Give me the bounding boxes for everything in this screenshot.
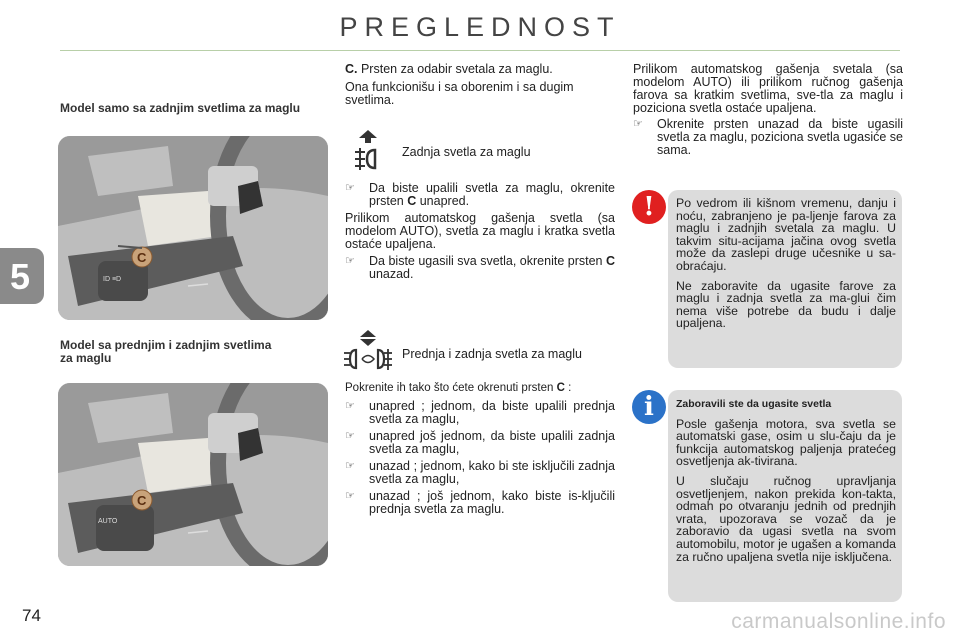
rear-fog-label: Zadnja svetla za maglu — [402, 145, 531, 159]
chapter-number: 5 — [10, 256, 31, 297]
auto-off-section — [633, 63, 903, 157]
list-item: ☞ unazad ; jednom, kako bi ste isključili zadnja svetla za maglu, — [345, 459, 615, 486]
list-item: ☞ unapred ; jednom, da biste upalili prednja svetla za maglu, — [345, 399, 615, 426]
page-title: PREGLEDNOST — [339, 12, 621, 42]
page-number: 74 — [22, 606, 41, 625]
rear-fog-instructions — [345, 182, 615, 281]
front-rear-fog-instructions — [345, 382, 615, 516]
intro-text: Ona funkcionišu i sa oborenim i sa dugim svetlima. — [345, 80, 574, 107]
model-front-rear-fog-title: Model sa prednjim i zadnjim svetlima za maglu — [60, 338, 272, 365]
hand-bullet-icon: ☞ — [345, 400, 355, 412]
stalk-photo-rear — [58, 136, 328, 320]
model-rear-fog-title: Model samo sa zadnjim svetlima za maglu — [60, 101, 301, 115]
warning-box — [668, 190, 902, 368]
header-divider — [60, 50, 900, 51]
ring-c-label-2: C — [137, 493, 147, 508]
turn-intro: Pokrenite ih tako što ćete okrenuti prsten C : — [345, 382, 572, 394]
list-item: ☞ Da biste ugasili sva svetla, okrenite prsten C unazad. — [345, 254, 615, 281]
hand-bullet-icon: ☞ — [345, 255, 355, 267]
info-text-1: Posle gašenja motora, sva svetla se automatski gase, osim u slu-čaju da je funkcija automatskog paljenja pratećeg osvetljenja ak-tivirana. — [676, 416, 896, 469]
rear-fog-light-icon — [349, 128, 387, 176]
svg-text:ID ≡D: ID ≡D — [103, 276, 122, 283]
front-rear-fog-light-icon — [342, 328, 394, 376]
warning-icon: ! — [632, 190, 666, 224]
info-text-2: U slučaju ručnog upravljanja osvetljenjem, nakon prekida kon-takta, odmah po otvaranju jednih od prednjih vrata, upozorava se vozač da je zaboravio da ugasi svetla na svom automobilu, motor je ugašen a komanda za ručno upaljena svetla nije isključena. — [676, 473, 896, 564]
auto-off-paragraph: Prilikom automatskog gašenja svetala (sa modelom AUTO) ili prilikom ručnog gašenja farova sa kratkim svetlima, sve-tla za maglu i poziciona svetla ostaće upaljena. — [633, 62, 903, 115]
stalk-illustration-auto — [58, 383, 328, 566]
hand-bullet-icon: ☞ — [345, 460, 355, 472]
info-title: Zaboravili ste da ugasite svetla — [676, 398, 832, 410]
ring-c-label: C — [137, 250, 147, 265]
stalk-illustration — [58, 136, 328, 320]
ring-c-description — [345, 63, 615, 107]
hand-bullet-icon: ☞ — [345, 430, 355, 442]
c-text: Prsten za odabir svetala za maglu. — [357, 62, 553, 76]
watermark: carmanualsonline.info — [731, 610, 946, 633]
chapter-tab — [0, 248, 44, 304]
warning-text-1: Po vedrom ili kišnom vremenu, danju i noću, zabranjeno je pa-ljenje farova za maglu i zadnjih svetala za maglu. U takvim situ-acijama jačina ovog svetla može da zaslepi druge učesnike u sa-obraćaju. — [676, 196, 896, 273]
hand-bullet-icon: ☞ — [345, 182, 355, 194]
auto-paragraph: Prilikom automatskog gašenja svetla (sa modelom AUTO), svetla za maglu i kratka svetla ostaće upaljena. — [345, 211, 615, 251]
stalk-auto-label: AUTO — [98, 518, 118, 525]
info-box — [668, 390, 902, 602]
list-item: ☞ Da biste upalili svetla za maglu, okrenite prsten C unapred. — [345, 181, 615, 208]
hand-bullet-icon: ☞ — [345, 490, 355, 502]
warning-text-2: Ne zaboravite da ugasite farove za maglu i zadnja svetla za ma-glui čim nema više potrebe da budu i dalje upaljena. — [676, 278, 896, 331]
list-item: ☞ unazad ; još jednom, kako biste is-ključili prednja svetla za maglu. — [345, 489, 615, 516]
stalk-photo-front-rear — [58, 383, 328, 566]
list-item: ☞ unapred još jednom, da biste upalili zadnja svetla za maglu, — [345, 429, 615, 456]
info-icon: i — [632, 390, 666, 424]
front-rear-fog-label: Prednja i zadnja svetla za maglu — [402, 347, 582, 361]
hand-bullet-icon: ☞ — [633, 118, 643, 130]
list-item: ☞ Okrenite prsten unazad da biste ugasili svetla za maglu, poziciona svetla ugasiće se sama. — [633, 117, 903, 157]
c-label: C. — [345, 62, 358, 76]
